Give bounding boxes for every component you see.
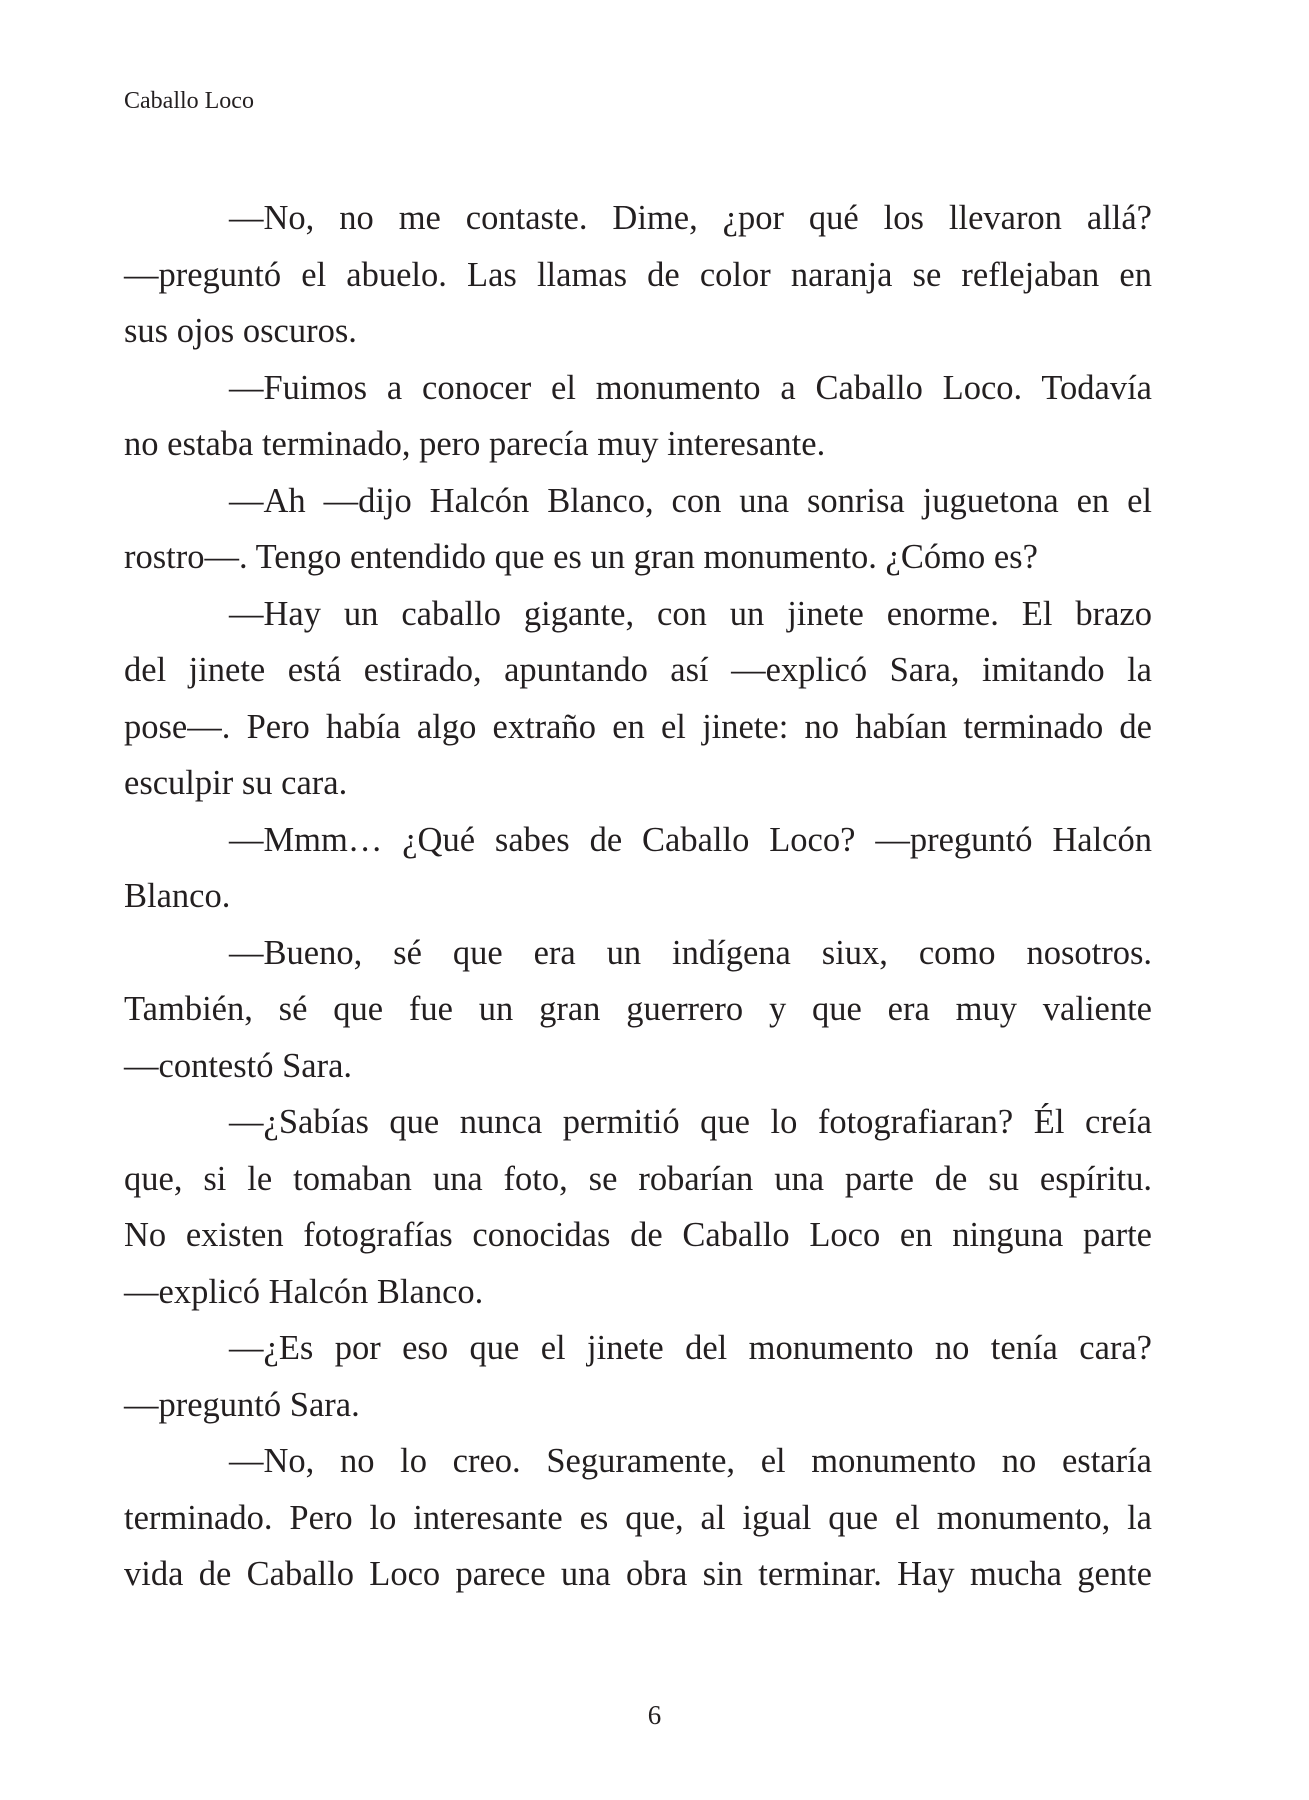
text-line: rostro—. Tengo entendido que es un gran monumento. ¿Cómo es? (124, 538, 1038, 576)
running-head: Caballo Loco (124, 88, 254, 114)
text-line: —Hay un caballo gigante, con un jinete enorme. El brazo (229, 594, 1152, 633)
text-line: No existen fotografías conocidas de Caballo Loco en ninguna parte (124, 1216, 1152, 1254)
text-line: —No, no lo creo. Seguramente, el monumento no estaría (229, 1442, 1152, 1480)
body-text (124, 190, 1152, 1603)
text-line: que, si le tomaban una foto, se robarían una parte de su espíritu. (124, 1159, 1152, 1198)
text-line: —¿Es por eso que el jinete del monumento no tenía cara? (229, 1329, 1152, 1367)
text-line: no estaba terminado, pero parecía muy interesante. (124, 425, 826, 463)
text-line: También, sé que fue un gran guerrero y que era muy valiente (124, 990, 1152, 1028)
text-line: —Fuimos a conocer el monumento a Caballo Loco. Todavía (229, 368, 1152, 407)
text-line: sus ojos oscuros. (124, 312, 357, 350)
text-line: esculpir su cara. (124, 764, 348, 802)
text-line: —preguntó el abuelo. Las llamas de color naranja se reflejaban en (124, 255, 1152, 294)
text-line: —Bueno, sé que era un indígena siux, como nosotros. (229, 933, 1152, 972)
text-line: Blanco. (124, 877, 231, 915)
page-number: 6 (647, 1700, 662, 1730)
text-line: —contestó Sara. (124, 1046, 353, 1085)
text-line: terminado. Pero lo interesante es que, al igual que el monumento, la (124, 1498, 1152, 1537)
text-line: pose—. Pero había algo extraño en el jinete: no habían terminado de (124, 707, 1152, 746)
text-line: —Mmm… ¿Qué sabes de Caballo Loco? —preguntó Halcón (229, 820, 1152, 859)
text-line: —¿Sabías que nunca permitió que lo fotografiaran? Él creía (229, 1103, 1152, 1141)
text-line: del jinete está estirado, apuntando así —explicó Sara, imitando la (124, 651, 1152, 689)
text-line: —preguntó Sara. (124, 1385, 360, 1424)
text-line: —Ah —dijo Halcón Blanco, con una sonrisa juguetona en el (229, 481, 1152, 520)
text-line: vida de Caballo Loco parece una obra sin terminar. Hay mucha gente (124, 1555, 1152, 1593)
text-line: —explicó Halcón Blanco. (124, 1272, 484, 1311)
text-line: —No, no me contaste. Dime, ¿por qué los llevaron allá? (229, 199, 1152, 237)
